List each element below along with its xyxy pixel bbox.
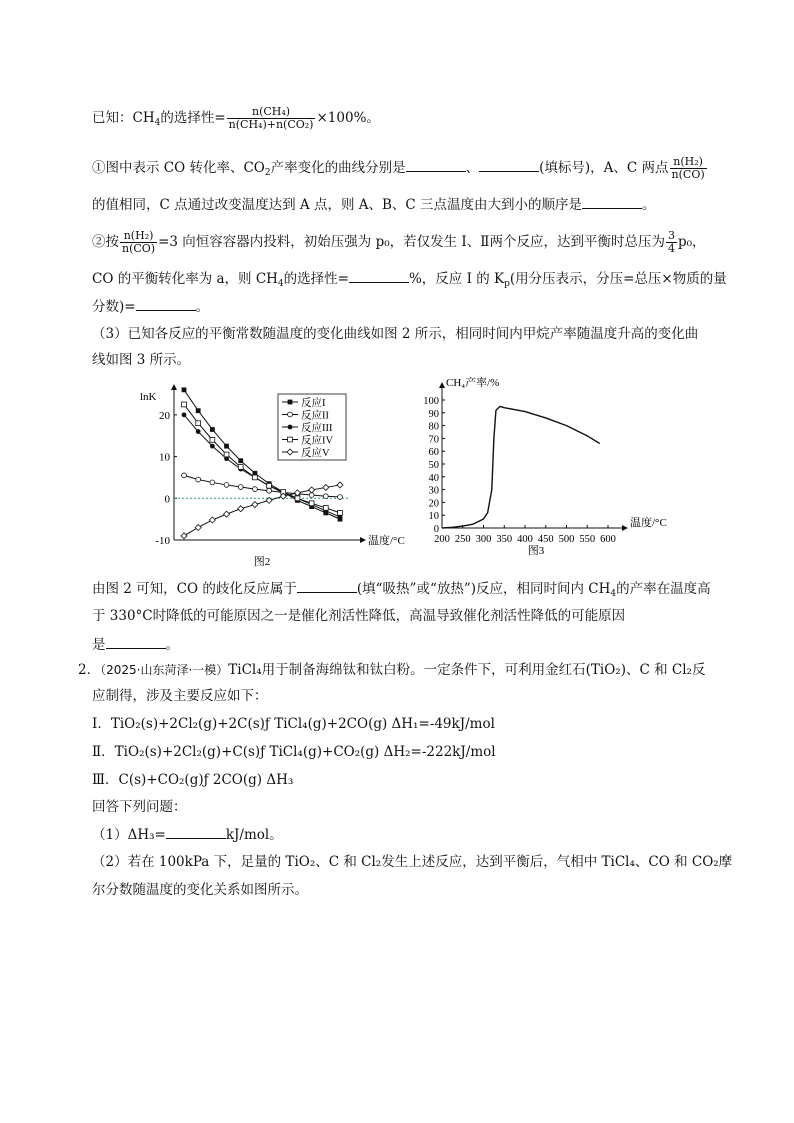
y-tick-label: 60 <box>428 447 439 459</box>
data-point <box>196 477 201 482</box>
question-2-line-b <box>92 686 268 706</box>
text: (填“吸热”或“放热”)反应，相同时间内 CH <box>356 581 611 597</box>
data-point <box>196 408 201 413</box>
text: ②按 <box>92 234 119 250</box>
numerator: n(CH₄) <box>227 106 316 119</box>
text: 已知：CH <box>92 110 155 126</box>
subscript: p <box>504 279 510 289</box>
data-point <box>210 480 215 485</box>
text: 回答下列问题： <box>92 799 187 815</box>
x-tick-label: 500 <box>558 534 575 545</box>
subscript: 4 <box>277 279 284 289</box>
data-point <box>337 482 343 488</box>
pressure-fraction <box>666 230 677 255</box>
y-tick-label: 30 <box>428 485 439 497</box>
selectivity-definition <box>92 106 380 133</box>
answer-blank[interactable] <box>479 157 539 172</box>
answer-blank[interactable] <box>297 578 357 593</box>
ratio-fraction <box>670 156 707 181</box>
x-tick-label: 350 <box>496 534 513 545</box>
x-axis-arrow <box>622 525 628 531</box>
text: 的选择性= <box>160 110 226 126</box>
answer-blank[interactable] <box>106 634 166 649</box>
x-axis-label: 温度/°C <box>368 535 405 547</box>
question-1-line <box>92 156 708 183</box>
x-tick-label: 200 <box>434 534 450 545</box>
subscript: 4 <box>610 589 617 599</box>
x-tick-label: 450 <box>537 534 554 545</box>
ratio-fraction <box>120 230 157 255</box>
data-point <box>182 473 187 478</box>
data-point <box>210 437 215 442</box>
data-point <box>309 487 315 493</box>
text: 的产率在温度高 <box>616 581 711 597</box>
data-point <box>238 506 244 512</box>
question-3-line <box>92 324 698 344</box>
text: CO 的平衡转化率为 a，则 CH <box>92 271 278 287</box>
legend-label: 反应V <box>301 448 330 459</box>
reaction-1 <box>92 714 495 734</box>
series-line-5 <box>184 485 340 536</box>
text: 分数)= <box>92 299 136 315</box>
y-tick-label: 20 <box>428 498 439 510</box>
data-point <box>224 511 230 517</box>
data-point <box>295 496 300 501</box>
reaction-3 <box>92 770 293 790</box>
text: 由图 2 可知，CO 的歧化反应属于 <box>92 581 297 597</box>
data-point <box>288 400 293 405</box>
analysis-line-3 <box>92 634 179 655</box>
text: p₀， <box>677 234 706 250</box>
question-1-line-2 <box>92 194 656 215</box>
y-tick-label: 90 <box>428 408 439 420</box>
data-point <box>252 502 258 508</box>
denominator: 4 <box>667 242 675 255</box>
data-point <box>323 484 329 490</box>
legend-label: 反应I <box>301 398 326 409</box>
legend-label: 反应II <box>301 410 329 422</box>
answer-blank[interactable] <box>166 824 226 839</box>
y-tick-label: 0 <box>164 493 170 506</box>
x-axis-arrow <box>360 537 366 543</box>
text: 的值相同，C 点通过改变温度达到 A 点，则 A、B、C 三点温度由大到小的顺序是 <box>92 197 583 213</box>
text: （2）若在 100kPa 下，足量的 TiO₂、C 和 Cl₂发生上述反应，达到平衡后，气相中 TiCl₄、CO 和 CO₂摩 <box>92 854 733 870</box>
figure-caption: 图3 <box>527 545 545 557</box>
reaction-2 <box>92 742 496 762</box>
y-axis-arrow <box>171 384 177 390</box>
data-point <box>209 517 215 523</box>
text: 应制得，涉及主要反应如下： <box>92 688 268 704</box>
denominator: n(CH₄)+n(CO₂) <box>228 118 314 131</box>
text: 。 <box>195 299 210 315</box>
data-point <box>338 495 343 500</box>
data-point <box>267 483 272 488</box>
answer-prompt <box>92 797 187 817</box>
figure-2-chart <box>136 384 416 570</box>
text: ①图中表示 CO 转化率、CO <box>92 160 265 176</box>
yield-curve <box>442 406 600 528</box>
question-2-header <box>78 660 705 680</box>
y-axis-label: CH₄产率/% <box>446 377 500 389</box>
text: %，反应 I 的 K <box>408 271 505 287</box>
data-point <box>182 387 187 392</box>
figure-3-chart <box>418 372 680 566</box>
selectivity-fraction <box>227 106 316 131</box>
question-3-line-2 <box>92 350 190 370</box>
y-tick-label: 20 <box>159 409 170 422</box>
data-point <box>181 533 187 539</box>
numerator: n(H₂) <box>120 230 157 243</box>
text: TiCl₄用于制备海绵钛和钛白粉。一定条件下，可利用金红石(TiO₂)、C 和 Cl₂反 <box>228 662 706 678</box>
question-number: 2． <box>78 662 101 678</box>
question-2-line-3 <box>92 296 209 317</box>
data-point <box>288 425 293 430</box>
x-tick-label: 550 <box>579 534 596 545</box>
data-point <box>253 487 258 492</box>
subscript: 2 <box>264 168 271 178</box>
data-point <box>267 488 272 493</box>
text: 的选择性= <box>283 271 349 287</box>
text: =3 向恒容容器内投料，初始压强为 p₀，若仅发生 Ⅰ、Ⅱ两个反应，达到平衡时总压为 <box>158 234 665 250</box>
y-tick-label: 70 <box>428 434 439 446</box>
x-tick-label: 300 <box>475 534 492 545</box>
data-point <box>196 421 201 426</box>
data-point <box>288 412 293 417</box>
answer-blank[interactable] <box>349 268 409 283</box>
question-2-line-2 <box>92 268 727 294</box>
text: 是 <box>92 637 106 653</box>
text: Ⅲ．C(s)+CO₂(g)ƒ 2CO(g) ΔH₃ <box>92 772 294 788</box>
text: Ⅱ．TiO₂(s)+2Cl₂(g)+C(s)ƒ TiCl₄(g)+CO₂(g) ΔH₂=-222kJ/mol <box>92 744 496 760</box>
data-point <box>253 475 258 480</box>
data-point <box>210 427 215 432</box>
text: (用分压表示，分压=总压×物质的量 <box>509 271 727 287</box>
y-tick-label: 50 <box>428 460 439 471</box>
numerator: n(H₂) <box>670 156 707 169</box>
data-point <box>238 485 243 490</box>
data-point <box>210 444 215 449</box>
text: ×100%。 <box>316 110 380 126</box>
data-point <box>309 501 314 506</box>
text: 。 <box>165 637 179 653</box>
text: （1）ΔH₃= <box>92 827 166 843</box>
text: 。 <box>642 197 656 213</box>
data-point <box>338 510 343 515</box>
data-point <box>224 452 229 457</box>
data-point <box>323 505 328 510</box>
data-point <box>182 412 187 417</box>
x-axis-label: 温度/°C <box>630 517 667 529</box>
y-axis-label: lnK <box>140 391 157 403</box>
analysis-line-2 <box>92 606 625 626</box>
legend-label: 反应IV <box>301 435 334 447</box>
question-2-line <box>92 230 706 255</box>
data-point <box>238 458 243 463</box>
y-tick-label: 10 <box>159 451 170 464</box>
legend-label: 反应III <box>301 423 333 434</box>
answer-blank[interactable] <box>136 296 196 311</box>
text: 产率变化的曲线分别是 <box>270 160 406 176</box>
data-point <box>182 402 187 407</box>
text: kJ/mol。 <box>225 827 283 843</box>
analysis-line-1 <box>92 578 711 604</box>
sub-question-2-line-2 <box>92 880 308 900</box>
text: Ⅰ．TiO₂(s)+2Cl₂(g)+2C(s)ƒ TiCl₄(g)+2CO(g) ΔH₁=-49kJ/mol <box>92 716 495 732</box>
text: 尔分数随温度的变化关系如图所示。 <box>92 882 308 898</box>
y-tick-label: 0 <box>433 524 439 535</box>
data-point <box>238 465 243 470</box>
denominator: n(CO) <box>122 242 156 255</box>
text: (填标号)，A、C 两点 <box>539 160 669 176</box>
text: 、 <box>465 160 480 176</box>
subscript: 4 <box>154 118 161 128</box>
text: 线如图 3 所示。 <box>92 352 191 368</box>
x-tick-label: 600 <box>600 534 616 545</box>
y-tick-label: 10 <box>428 511 439 523</box>
x-tick-label: 250 <box>454 534 471 545</box>
y-tick-label: 40 <box>428 472 439 484</box>
source-tag: （2025·山东菏泽·一模） <box>100 663 229 677</box>
y-axis-arrow <box>439 382 445 388</box>
answer-blank[interactable] <box>406 157 466 172</box>
sub-question-1 <box>92 824 283 845</box>
numerator: 3 <box>667 229 675 242</box>
data-point <box>323 494 328 499</box>
y-tick-label: 80 <box>428 421 439 433</box>
data-point <box>195 524 201 530</box>
figure-caption: 图2 <box>253 556 271 568</box>
y-tick-label: 100 <box>423 396 439 407</box>
denominator: n(CO) <box>671 168 705 181</box>
data-point <box>196 429 201 434</box>
data-point <box>224 483 229 488</box>
y-tick-label: -10 <box>155 535 170 547</box>
text: 于 330°C时降低的可能原因之一是催化剂活性降低，高温导致催化剂活性降低的可能原因 <box>92 608 626 624</box>
data-point <box>288 437 293 442</box>
answer-blank[interactable] <box>582 194 642 209</box>
x-tick-label: 400 <box>517 534 533 545</box>
data-point <box>224 444 229 449</box>
sub-question-2 <box>92 852 732 872</box>
text: （3）已知各反应的平衡常数随温度的变化曲线如图 2 所示，相同时间内甲烷产率随温度升高的变化曲 <box>92 326 699 342</box>
